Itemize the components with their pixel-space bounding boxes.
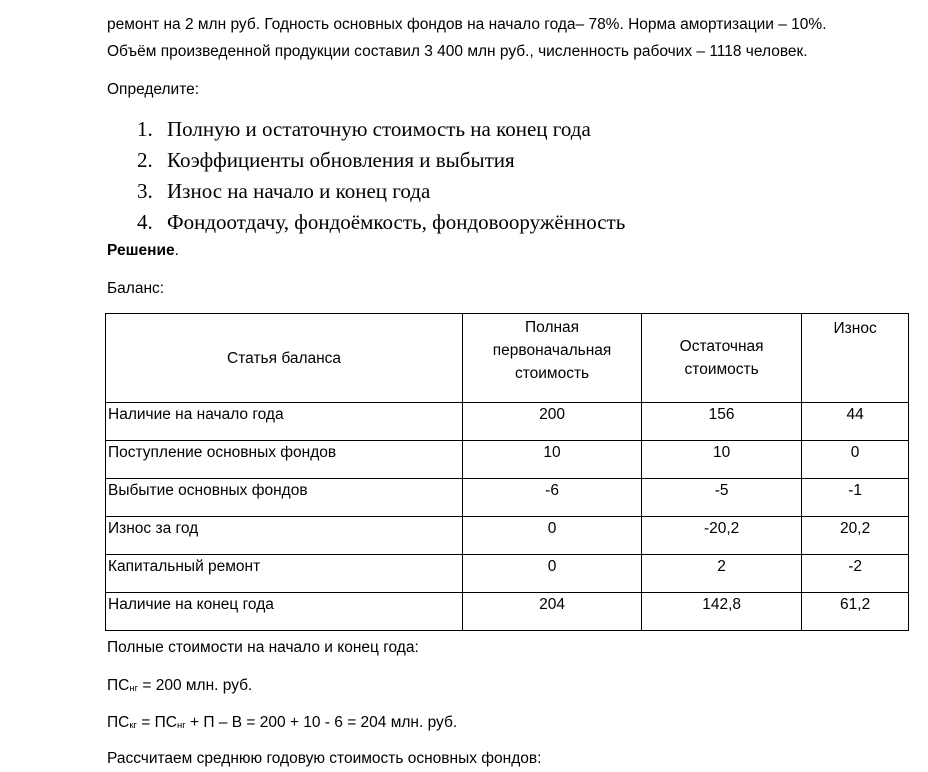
cell-item: Выбытие основных фондов <box>106 479 463 517</box>
solution-label: Решение <box>107 242 175 259</box>
intro-line-2: Объём произведенной продукции составил 3 400 млн руб., численность рабочих – 1118 человек. <box>107 43 808 60</box>
task-item: 4. Фондоотдачу, фондоёмкость, фондовооружённость <box>137 210 626 234</box>
cell-full: 200 <box>463 403 642 441</box>
intro-line-1: ремонт на 2 млн руб. Годность основных фондов на начало года– 78%. Норма амортизации – 10%. <box>107 16 827 33</box>
solution-dot: . <box>174 242 179 259</box>
task-list <box>137 116 625 240</box>
table-header-row <box>106 314 909 403</box>
cell-residual: 156 <box>641 403 801 441</box>
task-item: 2. Коэффициенты обновления и выбытия <box>137 148 515 172</box>
cell-wear: 44 <box>802 403 909 441</box>
header-wear: Износ <box>802 314 909 403</box>
formula-end-year: $ПС_{кг} = ПС_{нг} + П - В = 200 + 10 - 6 = 204$ млн. руб. <box>107 714 458 731</box>
table-row <box>106 403 909 441</box>
cell-wear: 61,2 <box>802 593 909 631</box>
table-row <box>106 517 909 555</box>
cell-residual: 2 <box>641 555 801 593</box>
cell-residual: -20,2 <box>641 517 801 555</box>
cell-full: 10 <box>463 441 642 479</box>
cell-item: Поступление основных фондов <box>106 441 463 479</box>
table-row <box>106 593 909 631</box>
header-full-cost: Полная первоначальная стоимость <box>463 314 642 403</box>
cell-wear: 20,2 <box>802 517 909 555</box>
formula-start-year: $ПС_{нг} = 200$ млн. руб. <box>107 677 253 694</box>
cell-full: 0 <box>463 517 642 555</box>
average-cost-heading: Рассчитаем среднюю годовую стоимость основных фондов: <box>107 750 542 767</box>
cell-item: Износ за год <box>106 517 463 555</box>
cell-item: Наличие на начало года <box>106 403 463 441</box>
cell-item: Капитальный ремонт <box>106 555 463 593</box>
header-item: Статья баланса <box>106 314 463 403</box>
cell-full: 0 <box>463 555 642 593</box>
cell-wear: -2 <box>802 555 909 593</box>
cell-residual: 142,8 <box>641 593 801 631</box>
table-row <box>106 479 909 517</box>
cell-wear: -1 <box>802 479 909 517</box>
cell-wear: 0 <box>802 441 909 479</box>
cell-item: Наличие на конец года <box>106 593 463 631</box>
cell-full: 204 <box>463 593 642 631</box>
table-row <box>106 441 909 479</box>
balance-table <box>105 313 909 631</box>
task-item: 3. Износ на начало и конец года <box>137 179 431 203</box>
solution-heading <box>107 241 179 261</box>
header-residual-cost: Остаточная стоимость <box>641 314 801 403</box>
cell-full: -6 <box>463 479 642 517</box>
cell-residual: 10 <box>641 441 801 479</box>
table-row <box>106 555 909 593</box>
full-costs-heading: Полные стоимости на начало и конец года: <box>107 639 419 656</box>
cell-residual: -5 <box>641 479 801 517</box>
task-item: 1. Полную и остаточную стоимость на конец года <box>137 117 591 141</box>
task-label: Определите: <box>107 81 200 98</box>
balance-label: Баланс: <box>107 280 165 297</box>
